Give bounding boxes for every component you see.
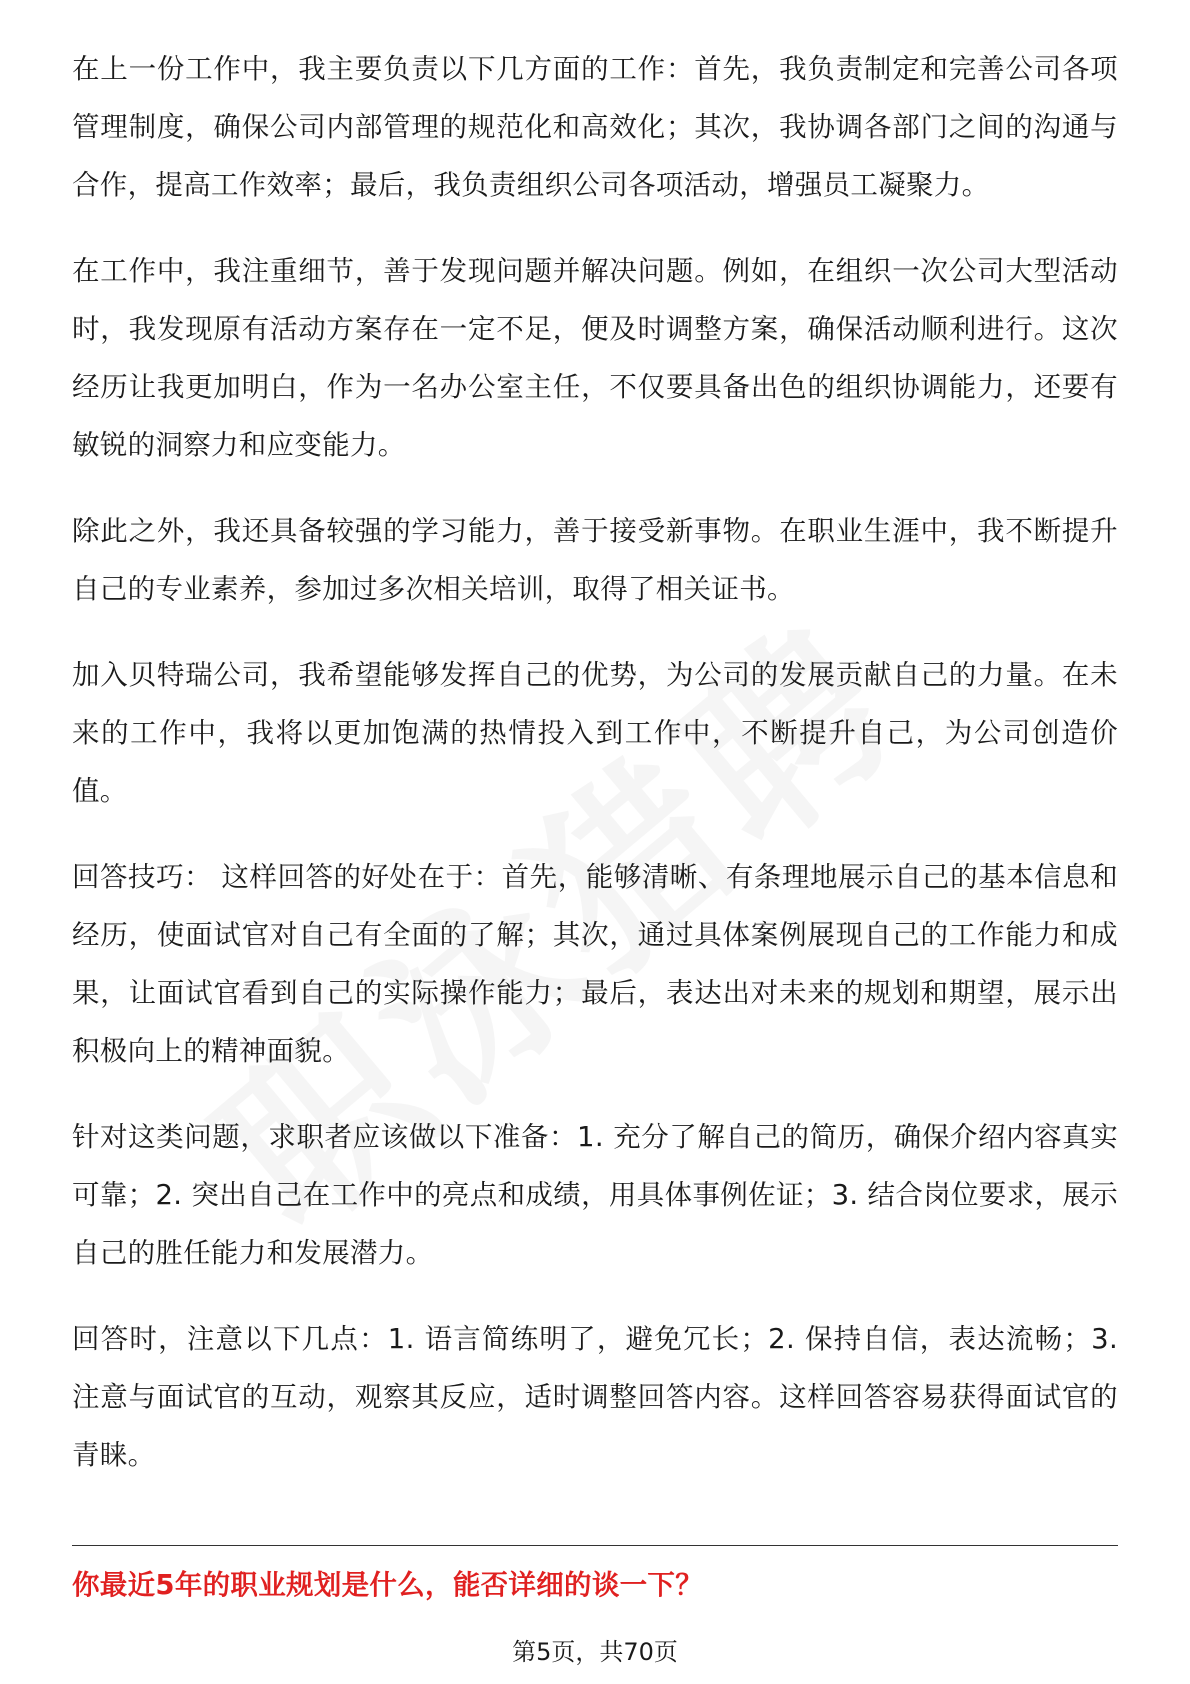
paragraph-answer-tips: 回答技巧： 这样回答的好处在于：首先，能够清晰、有条理地展示自己的基本信息和经历，使面试官对自己有全面的了解；其次，通过具体案例展现自己的工作能力和成果，让面试官看到自己的实际操作能力；最后，表达出对未来的规划和期望，展示出积极向上的精神面貌。 — [72, 861, 1118, 1067]
paragraph-preparation: 针对这类问题，求职者应该做以下准备：1. 充分了解自己的简历，确保介绍内容真实可靠；2. 突出自己在工作中的亮点和成绩，用具体事例佐证；3. 结合岗位要求，展示自己的胜任能力和发展潜力。 — [72, 1121, 1118, 1269]
paragraph-notes: 回答时，注意以下几点：1. 语言简练明了，避免冗长；2. 保持自信，表达流畅；3. 注意与面试官的互动，观察其反应，适时调整回答内容。这样回答容易获得面试官的青睐。 — [72, 1323, 1118, 1471]
paragraph-joining-company: 加入贝特瑞公司，我希望能够发挥自己的优势，为公司的发展贡献自己的力量。在未来的工作中，我将以更加饱满的热情投入到工作中，不断提升自己，为公司创造价值。 — [72, 659, 1118, 807]
page-number-footer: 第5页，共70页 — [512, 1638, 678, 1666]
document-body — [72, 40, 1118, 1512]
paragraph-learning-ability: 除此之外，我还具备较强的学习能力，善于接受新事物。在职业生涯中，我不断提升自己的专业素养，参加过多次相关培训，取得了相关证书。 — [72, 515, 1118, 605]
paragraph-attention-to-detail: 在工作中，我注重细节，善于发现问题并解决问题。例如，在组织一次公司大型活动时，我发现原有活动方案存在一定不足，便及时调整方案，确保活动顺利进行。这次经历让我更加明白，作为一名办公室主任，不仅要具备出色的组织协调能力，还要有敏锐的洞察力和应变能力。 — [72, 255, 1118, 461]
paragraph-previous-job: 在上一份工作中，我主要负责以下几方面的工作：首先，我负责制定和完善公司各项管理制度，确保公司内部管理的规范化和高效化；其次，我协调各部门之间的沟通与合作，提高工作效率；最后，我负责组织公司各项活动，增强员工凝聚力。 — [72, 53, 1118, 201]
next-question-heading: 你最近5年的职业规划是什么，能否详细的谈一下？ — [72, 1569, 704, 1601]
section-divider — [72, 1545, 1118, 1546]
